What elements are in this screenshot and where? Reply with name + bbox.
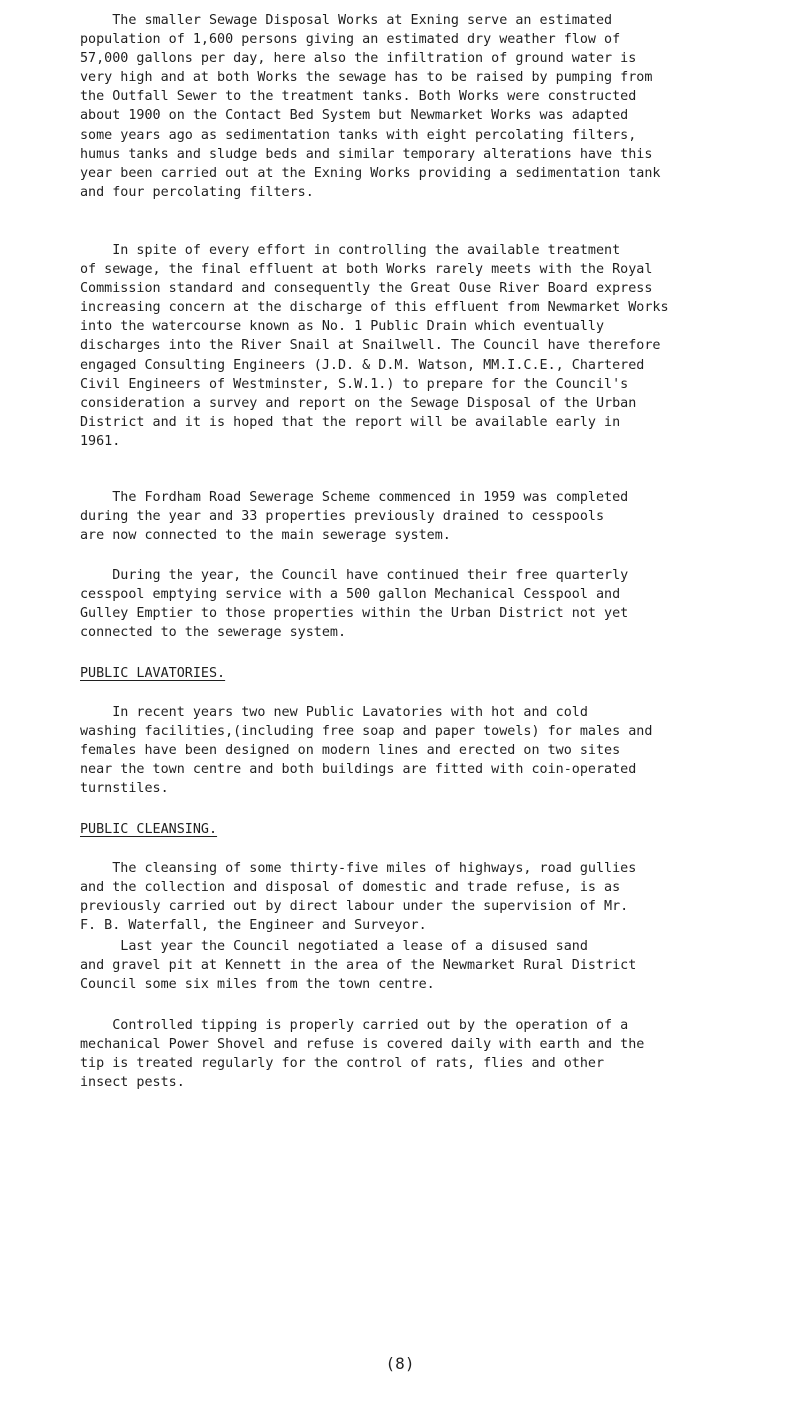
heading-public-cleansing: PUBLIC CLEANSING. [80, 822, 218, 837]
text-line: and gravel pit at Kennett in the area of the Newmarket Rural District [80, 958, 637, 974]
paragraph-sewage-disposal-exning [80, 11, 792, 202]
text-line: During the year, the Council have continued their free quarterly [80, 568, 629, 583]
text-line: consideration a survey and report on the Sewage Disposal of the Urban [80, 395, 637, 411]
paragraph-public-cleansing [80, 859, 792, 935]
text-line: year been carried out at the Exning Works providing a sedimentation tank [80, 165, 661, 181]
text-line: Last year the Council negotiated a lease of a disused sand [80, 939, 588, 954]
text-line: F. B. Waterfall, the Engineer and Surveyor. [80, 918, 427, 934]
text-line: The cleansing of some thirty-five miles of highways, road gullies [80, 861, 637, 876]
text-line: turnstiles. [80, 781, 169, 797]
text-line: In recent years two new Public Lavatories with hot and cold [80, 705, 588, 720]
text-line: The smaller Sewage Disposal Works at Exning serve an estimated [80, 13, 613, 28]
text-line: mechanical Power Shovel and refuse is covered daily with earth and the [80, 1037, 645, 1053]
paragraph-public-lavatories [80, 703, 792, 798]
text-line: cesspool emptying service with a 500 gallon Mechanical Cesspool and [80, 587, 621, 603]
paragraph-fordham-road-scheme [80, 488, 792, 545]
text-line: engaged Consulting Engineers (J.D. & D.M. Watson, MM.I.C.E., Chartered [80, 357, 645, 373]
text-line: of sewage, the final effluent at both Works rarely meets with the Royal [80, 262, 653, 278]
paragraph-kennett-lease [80, 937, 792, 994]
text-line: washing facilities,(including free soap and paper towels) for males and [80, 724, 653, 740]
text-line: increasing concern at the discharge of this effluent from Newmarket Works [80, 300, 669, 316]
text-line: 1961. [80, 433, 121, 449]
text-line: are now connected to the main sewerage system. [80, 528, 451, 544]
text-line: connected to the sewerage system. [80, 625, 347, 641]
text-line: population of 1,600 persons giving an estimated dry weather flow of [80, 32, 621, 48]
text-line: about 1900 on the Contact Bed System but Newmarket Works was adapted [80, 108, 629, 124]
paragraph-cesspool-emptying [80, 566, 792, 642]
text-line: humus tanks and sludge beds and similar temporary alterations have this [80, 146, 653, 162]
paragraph-controlled-tipping [80, 1016, 792, 1092]
text-line: previously carried out by direct labour under the supervision of Mr. [80, 899, 629, 915]
text-line: insect pests. [80, 1075, 185, 1091]
text-line: Commission standard and consequently the Great Ouse River Board express [80, 281, 653, 297]
text-line: District and it is hoped that the report will be available early in [80, 414, 621, 430]
paragraph-effluent-treatment [80, 241, 792, 451]
text-line: some years ago as sedimentation tanks with eight percolating filters, [80, 127, 637, 143]
text-line: The Fordham Road Sewerage Scheme commenced in 1959 was completed [80, 490, 629, 505]
text-line: during the year and 33 properties previously drained to cesspools [80, 509, 605, 525]
text-line: Gulley Emptier to those properties within the Urban District not yet [80, 606, 629, 622]
text-line: Council some six miles from the town centre. [80, 977, 435, 993]
text-line: In spite of every effort in controlling the available treatment [80, 243, 621, 258]
text-line: tip is treated regularly for the control of rats, flies and other [80, 1056, 605, 1072]
text-line: the Outfall Sewer to the treatment tanks. Both Works were constructed [80, 89, 637, 105]
text-line: near the town centre and both buildings are fitted with coin-operated [80, 762, 637, 778]
text-line: into the watercourse known as No. 1 Public Drain which eventually [80, 319, 605, 335]
text-line: and four percolating filters. [80, 184, 314, 200]
text-line: discharges into the River Snail at Snailwell. The Council have therefore [80, 338, 661, 354]
text-line: 57,000 gallons per day, here also the infiltration of ground water is [80, 51, 637, 67]
text-line: and the collection and disposal of domestic and trade refuse, is as [80, 880, 621, 896]
page-number: (8) [385, 1354, 415, 1373]
text-line: Civil Engineers of Westminster, S.W.1.) to prepare for the Council's [80, 376, 629, 392]
text-line: females have been designed on modern lines and erected on two sites [80, 743, 621, 759]
text-line: Controlled tipping is properly carried out by the operation of a [80, 1018, 629, 1033]
text-line: very high and at both Works the sewage has to be raised by pumping from [80, 70, 653, 86]
heading-public-lavatories: PUBLIC LAVATORIES. [80, 666, 226, 681]
